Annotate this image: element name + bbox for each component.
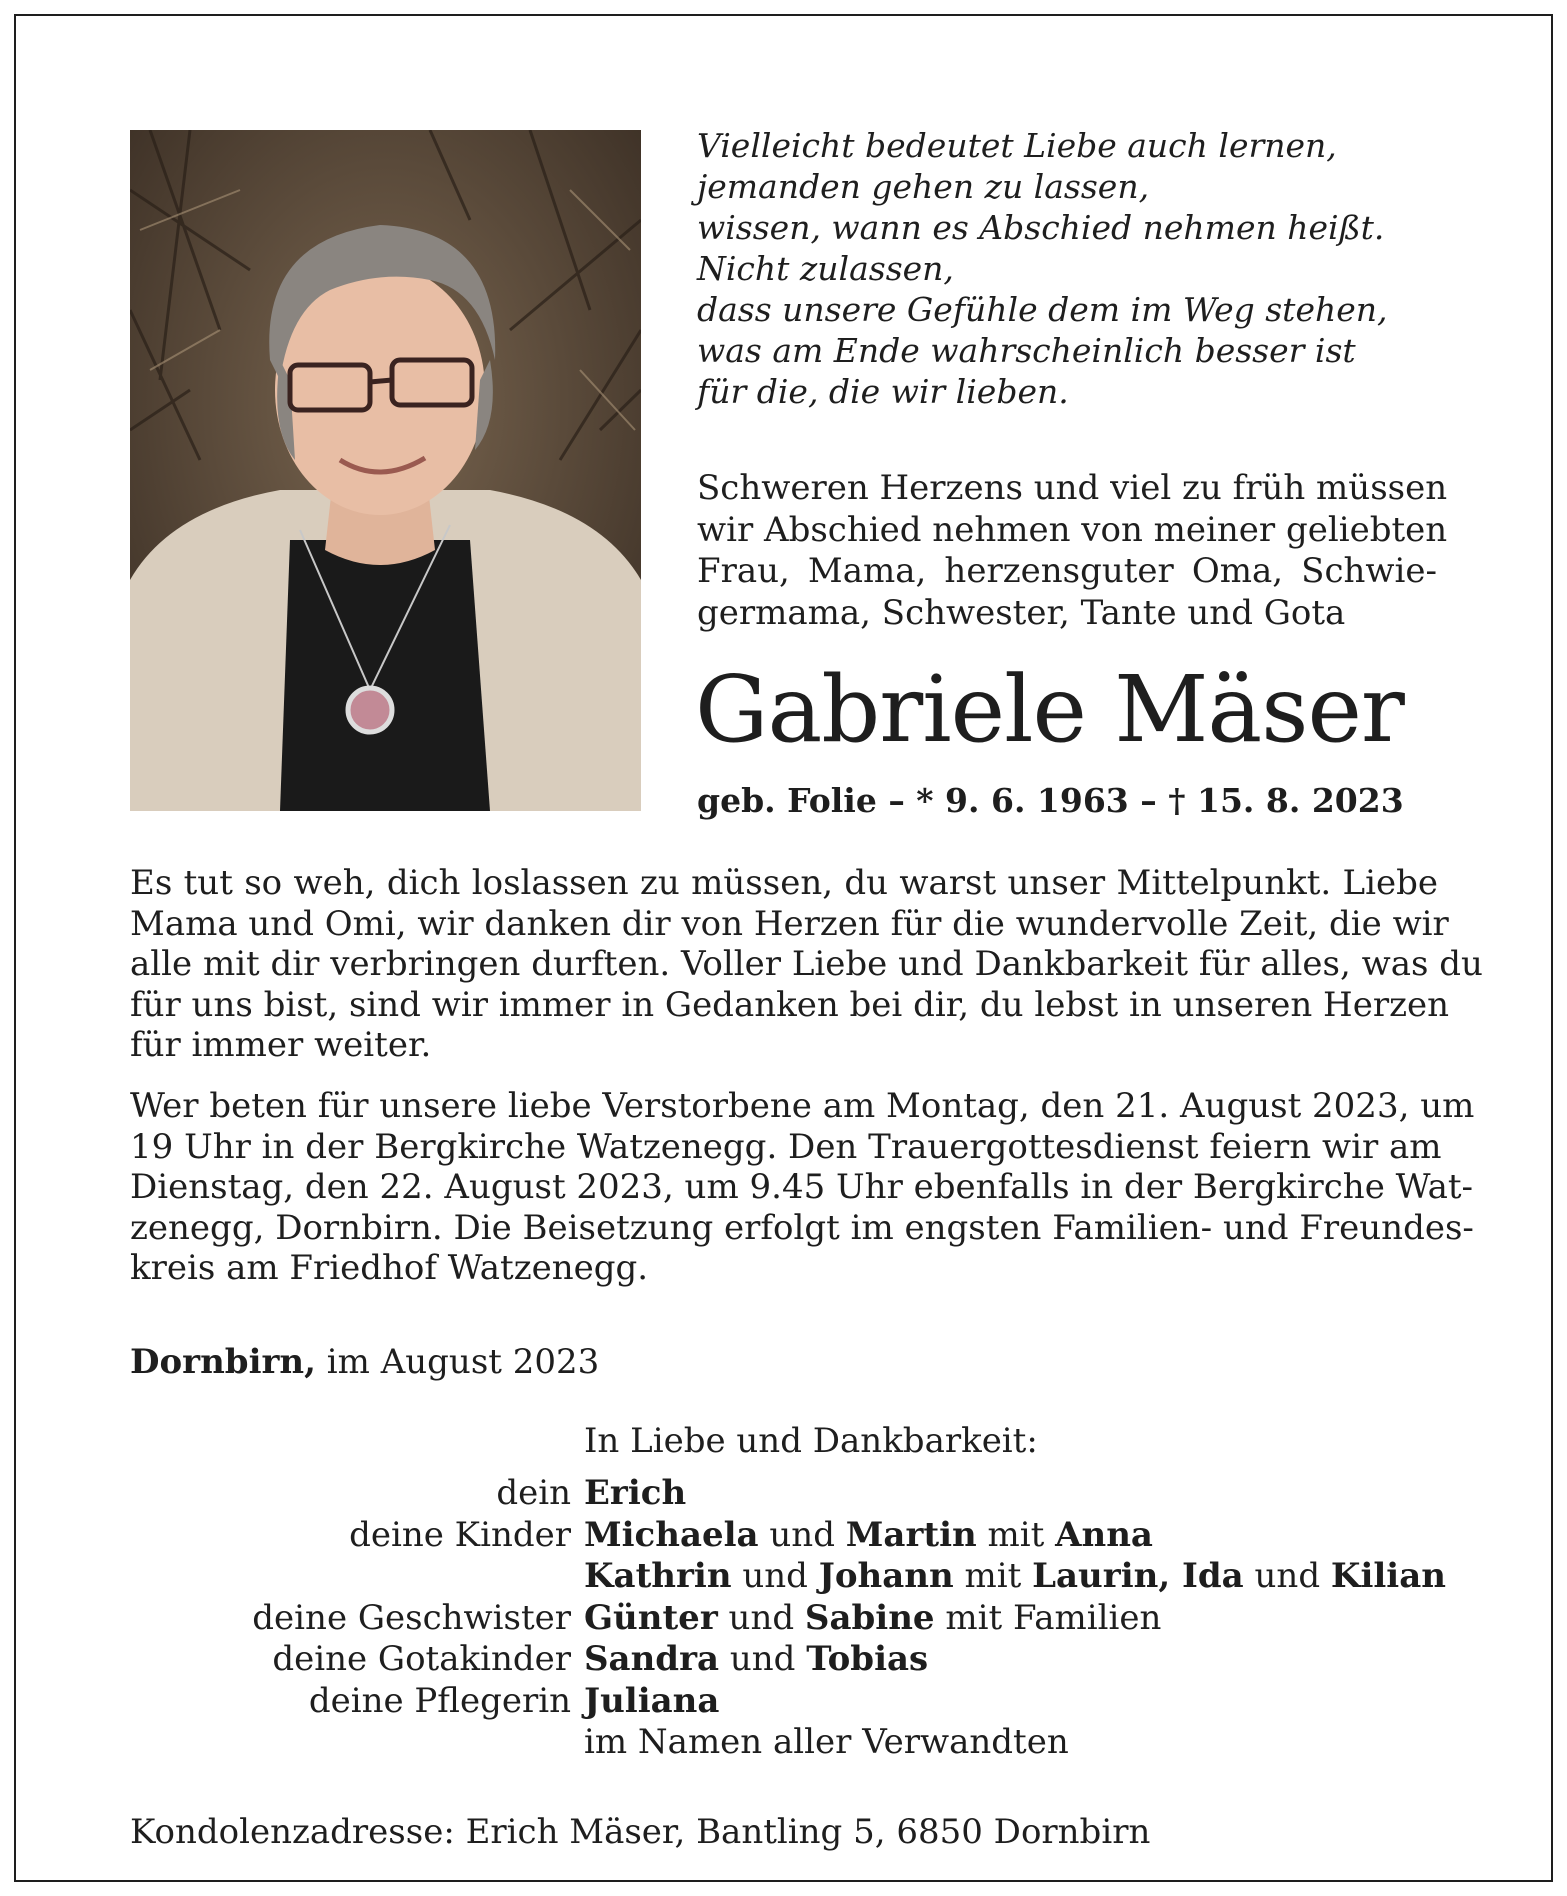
family-names [584, 1639, 928, 1681]
family-name: Tobias [806, 1639, 929, 1679]
family-list [0, 1473, 1567, 1764]
poem [697, 125, 1457, 412]
place-date [130, 1341, 599, 1383]
family-names [584, 1598, 1161, 1640]
family-name: Kathrin [584, 1556, 732, 1596]
intro-line: Frau, Mama, herzensguter Oma, Schwie- [697, 551, 1437, 591]
family-name: Juliana [584, 1680, 720, 1721]
family-row [0, 1639, 1567, 1681]
family-name: Erich [584, 1473, 687, 1513]
family-relation: deine Geschwister [252, 1597, 571, 1638]
poem-line: für die, die wir lieben. [697, 372, 1069, 411]
family-name: Laurin, Ida [1032, 1556, 1244, 1596]
family-connector: und [1243, 1556, 1331, 1596]
family-row [0, 1556, 1567, 1598]
paragraph-farewell [130, 863, 1483, 1066]
family-relation: dein [496, 1473, 571, 1513]
life-dates: geb. Folie – * 9. 6. 1963 – † 15. 8. 2023 [697, 781, 1404, 820]
poem-line: wissen, wann es Abschied nehmen heißt. [697, 208, 1385, 247]
family-connector: und [731, 1556, 819, 1596]
family-name: Anna [1055, 1514, 1153, 1555]
family-name: Michaela [584, 1514, 759, 1555]
intro-line: Schweren Herzens und viel zu früh müssen [697, 468, 1448, 508]
poem-line: jemanden gehen zu lassen, [697, 167, 1150, 206]
family-names [584, 1515, 1153, 1557]
condolence-address: Kondolenzadresse: Erich Mäser, Bantling 5, 6850 Dornbirn [130, 1812, 1151, 1852]
deceased-name: Gabriele Mäser [695, 656, 1404, 763]
place-city: Dornbirn, [130, 1342, 316, 1382]
intro-line: wir Abschied nehmen von meiner geliebten [697, 509, 1448, 550]
poem-line: Vielleicht bedeutet Liebe auch lernen, [697, 126, 1337, 165]
thanks-heading: In Liebe und Dankbarkeit: [584, 1421, 1038, 1461]
family-relation: deine Pflegerin [308, 1680, 571, 1721]
family-names [584, 1556, 1446, 1598]
paragraph-service [130, 1086, 1475, 1289]
family-connector: mit [976, 1514, 1056, 1555]
family-connector: mit [953, 1556, 1033, 1596]
family-name: Johann [818, 1556, 954, 1596]
family-names [584, 1473, 686, 1515]
paragraph-line: 19 Uhr in der Bergkirche Watzenegg. Den Trauergottesdienst feiern wir am [130, 1126, 1442, 1167]
family-connector: und [758, 1514, 846, 1555]
family-relation: deine Kinder [349, 1514, 571, 1555]
paragraph-line: zenegg, Dornbirn. Die Beisetzung erfolgt im engsten Familien- und Freundes- [130, 1207, 1474, 1248]
family-row [0, 1515, 1567, 1557]
family-connector: und [719, 1639, 807, 1679]
family-row [0, 1681, 1567, 1723]
paragraph-line: Mama und Omi, wir danken dir von Herzen für die wundervolle Zeit, die wir [130, 903, 1449, 944]
family-row [0, 1598, 1567, 1640]
paragraph-line: Wer beten für unsere liebe Verstorbene am Montag, den 21. August 2023, um [130, 1086, 1475, 1126]
paragraph-line: für immer weiter. [130, 1025, 432, 1065]
family-name: Kilian [1330, 1556, 1446, 1596]
family-row [0, 1473, 1567, 1515]
family-name: Sabine [804, 1597, 935, 1638]
family-connector: und [717, 1597, 805, 1638]
place-date-text: im August 2023 [326, 1342, 600, 1382]
family-names [584, 1681, 719, 1723]
family-relation: deine Gotakinder [272, 1639, 571, 1679]
poem-line: was am Ende wahrscheinlich besser ist [697, 331, 1356, 370]
family-name: Günter [584, 1597, 718, 1638]
family-name: Martin [845, 1514, 977, 1555]
family-connector: mit Familien [934, 1597, 1162, 1638]
poem-line: dass unsere Gefühle dem im Weg stehen, [697, 290, 1388, 329]
portrait-photo [130, 130, 641, 811]
family-names [584, 1722, 1069, 1764]
family-connector: im Namen aller Verwandten [584, 1722, 1069, 1762]
intro-text [697, 468, 1448, 634]
intro-line: germama, Schwester, Tante und Gota [697, 592, 1346, 633]
family-name: Sandra [584, 1639, 720, 1679]
paragraph-line: Es tut so weh, dich loslassen zu müssen, du warst unser Mittelpunkt. Liebe [130, 863, 1438, 903]
family-row [0, 1722, 1567, 1764]
paragraph-line: Dienstag, den 22. August 2023, um 9.45 Uhr ebenfalls in der Bergkirche Wat- [130, 1167, 1474, 1207]
paragraph-line: kreis am Friedhof Watzenegg. [130, 1248, 649, 1288]
paragraph-line: für uns bist, sind wir immer in Gedanken bei dir, du lebst in unseren Herzen [130, 984, 1450, 1025]
poem-line: Nicht zulassen, [697, 249, 954, 288]
paragraph-line: alle mit dir verbringen durften. Voller Liebe und Dankbarkeit für alles, was du [130, 944, 1483, 984]
